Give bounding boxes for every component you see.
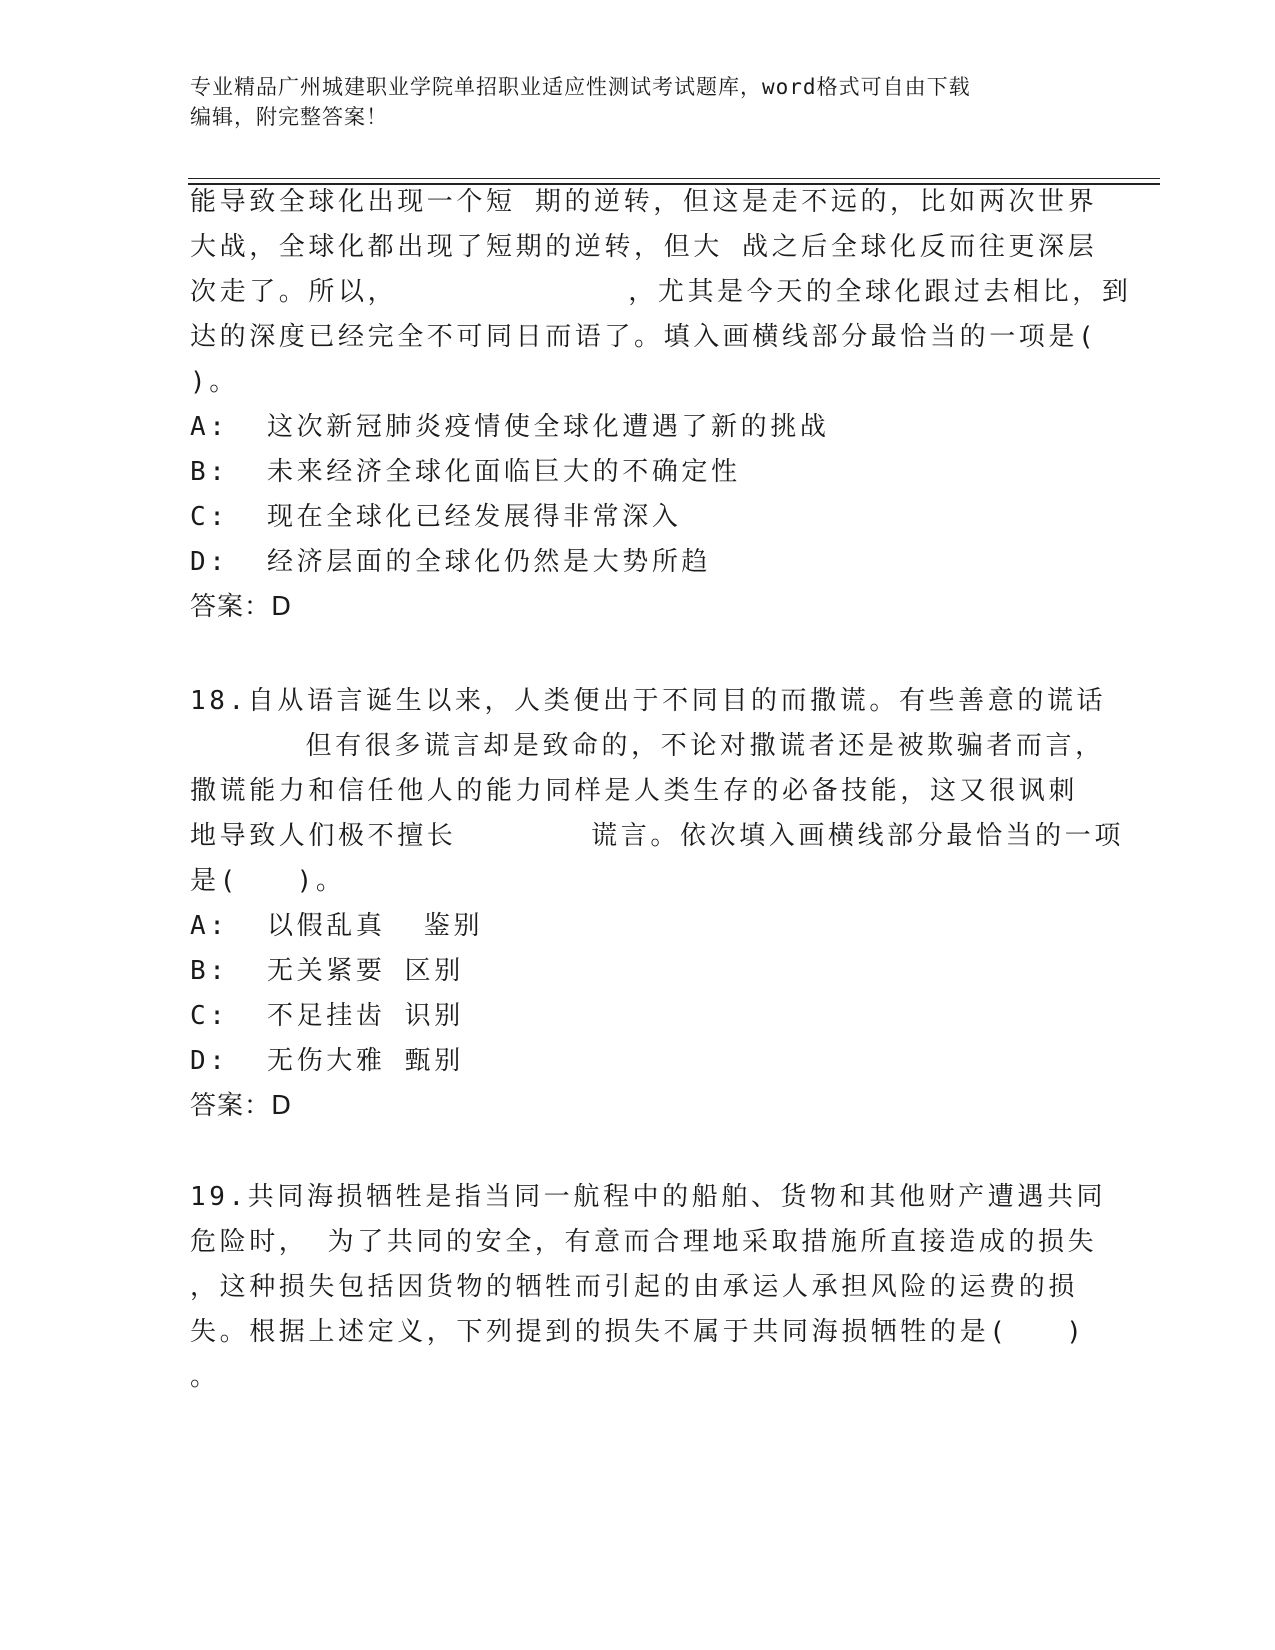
q17-line: 大战，全球化都出现了短期的逆转，但大 战之后全球化反而往更深层: [190, 232, 1098, 262]
q18-answer: 答案：D: [190, 1091, 293, 1121]
q19-line: 失。根据上述定义，下列提到的损失不属于共同海损牺牲的是( ): [190, 1317, 1086, 1347]
q18-line: 但有很多谎言却是致命的，不论对撒谎者还是被欺骗者而言，: [190, 731, 1105, 761]
q18-option-a: A: 以假乱真 鉴别: [190, 911, 484, 941]
q19-line: 19.共同海损牺牲是指当同一航程中的船舶、货物和其他财产遭遇共同: [190, 1182, 1107, 1212]
q18-line: 撒谎能力和信任他人的能力同样是人类生存的必备技能，这又很讽刺: [190, 776, 1079, 806]
question-18-block: [190, 679, 1124, 1129]
q17-line: 次走了。所以， ，尤其是今天的全球化跟过去相比，到: [190, 277, 1132, 307]
q18-line: 地导致人们极不擅长 谎言。依次填入画横线部分最恰当的一项: [190, 821, 1124, 851]
question-19-block: [190, 1175, 1107, 1400]
q17-line: )。: [190, 367, 239, 397]
q18-option-c: C: 不足挂齿 识别: [190, 1001, 464, 1031]
q17-option-d: D: 经济层面的全球化仍然是大势所趋: [190, 547, 712, 577]
q17-line: 能导致全球化出现一个短 期的逆转，但这是走不远的，比如两次世界: [190, 187, 1098, 217]
q17-answer: 答案：D: [190, 592, 293, 622]
q19-line: 。: [190, 1362, 220, 1392]
q18-line: 是( )。: [190, 866, 346, 896]
q18-option-d: D: 无伤大雅 甄别: [190, 1046, 464, 1076]
q17-option-b: B: 未来经济全球化面临巨大的不确定性: [190, 457, 741, 487]
q19-line: 危险时， 为了共同的安全，有意而合理地采取措施所直接造成的损失: [190, 1227, 1098, 1257]
q17-option-c: C: 现在全球化已经发展得非常深入: [190, 502, 682, 532]
page-header: [190, 72, 1090, 132]
q18-option-b: B: 无关紧要 区别: [190, 956, 464, 986]
q17-option-a: A: 这次新冠肺炎疫情使全球化遭遇了新的挑战: [190, 412, 830, 442]
q18-line: 18.自从语言诞生以来，人类便出于不同目的而撒谎。有些善意的谎话: [190, 686, 1107, 716]
question-17-block: [190, 180, 1132, 630]
header-line-2: 编辑，附完整答案！: [190, 105, 388, 129]
header-line-1: 专业精品广州城建职业学院单招职业适应性测试考试题库，word格式可自由下载: [190, 75, 971, 99]
header-divider: [188, 178, 1160, 179]
q17-line: 达的深度已经完全不可同日而语了。填入画横线部分最恰当的一项是(: [190, 322, 1098, 352]
q19-line: ，这种损失包括因货物的牺牲而引起的由承运人承担风险的运费的损: [190, 1272, 1079, 1302]
